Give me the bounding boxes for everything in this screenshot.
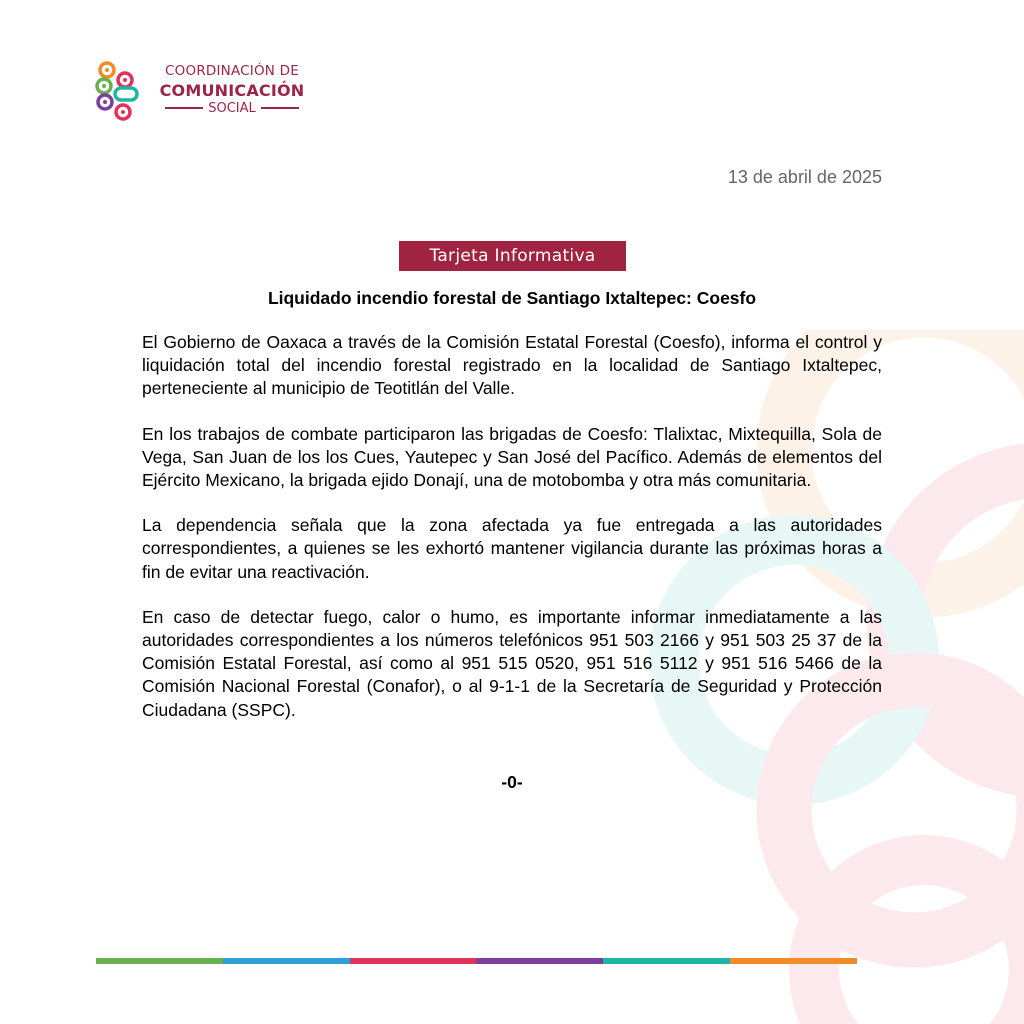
document-date: 13 de abril de 2025: [727, 167, 882, 187]
header-logo: [95, 60, 315, 124]
footer-bar-segment: [96, 958, 223, 964]
body-paragraph: El Gobierno de Oaxaca a través de la Comisión Estatal Forestal (Coesfo), informa el control y liquidación total del incendio forestal registrado en la localidad de Santiago Ixtaltepec, perteneciente al municipio de Teotitlán del Valle.: [142, 332, 882, 399]
logo-line-2: COMUNICACIÓN: [159, 80, 305, 100]
logo-wordmark: [147, 65, 317, 115]
document-closing-mark: -0-: [501, 772, 523, 792]
footer-bar-segment: [476, 958, 603, 964]
footer-bar-segment: [223, 958, 350, 964]
coordinacion-comunicacion-social-emblem-icon: [95, 60, 141, 122]
logo-line-3-wrap: [147, 102, 317, 115]
footer-bar-segment: [603, 958, 730, 964]
footer-color-bar: [96, 958, 857, 964]
footer-bar-segment: [350, 958, 477, 964]
logo-left-rule: [165, 107, 203, 109]
logo-line-3: SOCIAL: [208, 100, 256, 116]
footer-bar-segment: [730, 958, 857, 964]
body-paragraph: En los trabajos de combate participaron las brigadas de Coesfo: Tlalixtac, Mixtequilla, Sola de Vega, San Juan de los los Cues, Yautepec y San José del Pacífico. Además de elementos del Ejército Mexicano, la brigada ejido Donají, una de motobomba y otra más comunitaria.: [142, 423, 882, 491]
body-paragraph: La dependencia señala que la zona afectada ya fue entregada a las autoridades correspondientes, a quienes se les exhortó mantener vigilancia durante las próximas horas a fin de evitar una reactivación.: [142, 515, 882, 582]
body-paragraph: En caso de detectar fuego, calor o humo, es importante informar inmediatamente a las autoridades correspondientes a los números telefónicos 951 503 2166 y 951 503 25 37 de la Comisión Estatal Forestal, así como al 951 515 0520, 951 516 5112 y 951 516 5466 de la Comisión Nacional Forestal (Conafor), o al 9-1-1 de la Secretaría de Seguridad y Protección Ciudadana (SSPC).: [142, 606, 882, 720]
logo-line-1: COORDINACIÓN DE: [165, 63, 299, 79]
document-type-badge: Tarjeta Informativa: [399, 241, 626, 271]
document-body: [142, 331, 882, 744]
document-headline: Liquidado incendio forestal de Santiago Ixtaltepec: Coesfo: [267, 288, 757, 308]
logo-right-rule: [261, 107, 299, 109]
